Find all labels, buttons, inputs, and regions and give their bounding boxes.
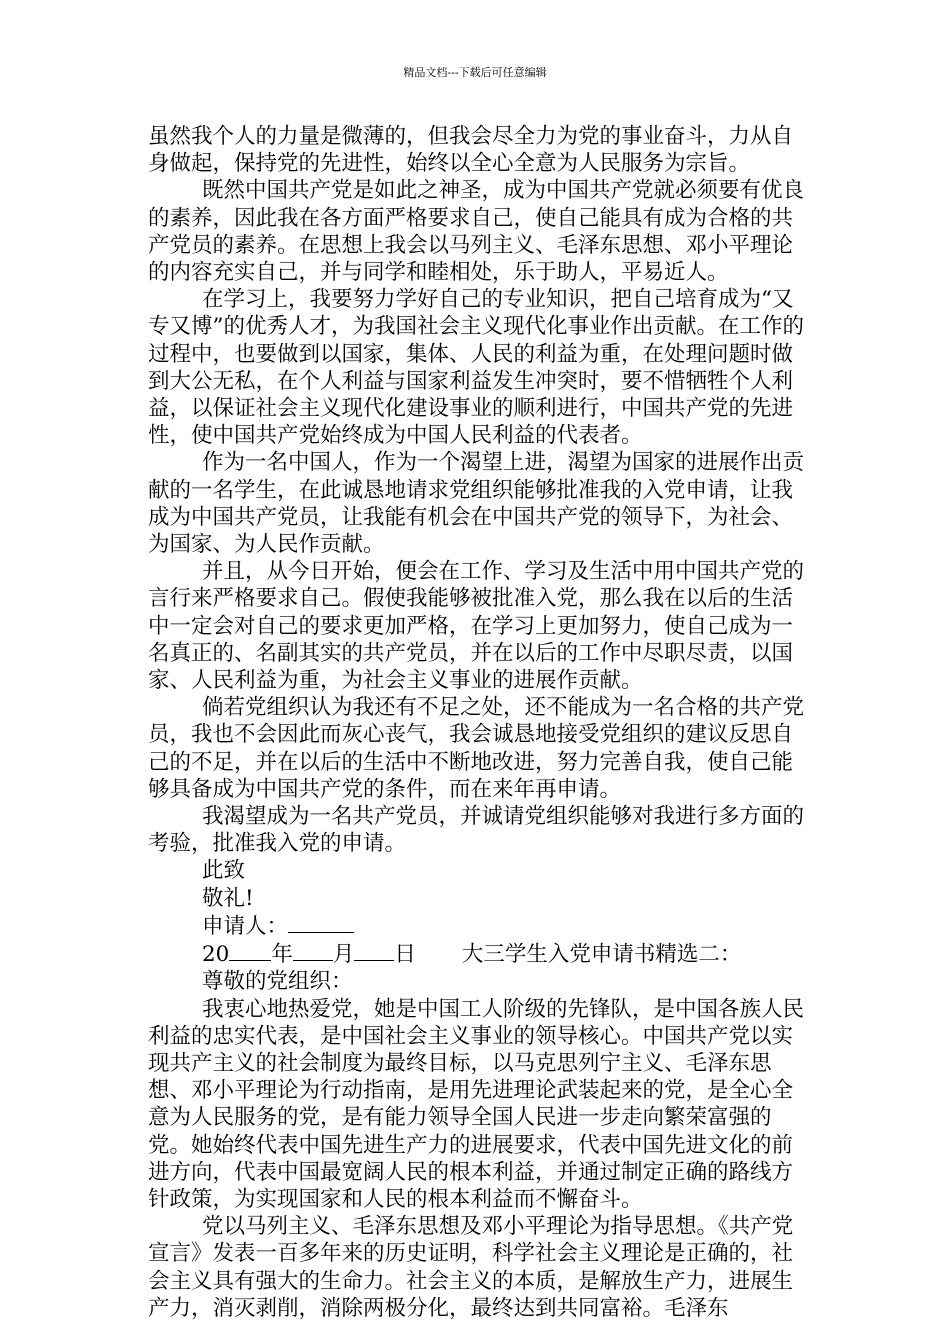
closing-respect: 敬礼! <box>202 885 254 911</box>
paragraph-7: 我渴望成为一名共产党员，并诚请党组织能够对我进行多方面的考验，批准我入党的申请。 <box>148 804 805 857</box>
document-body <box>148 123 808 1322</box>
paragraph-5: 并且，从今日开始，便会在工作、学习及生活中用中国共产党的言行来严格要求自己。假使我能够被批准入党，那么我在以后的生活中一定会对自己的要求更加严格，在学习上更加努力，使自己成为一名真正的、名副其实的共产党员，并在以后的工作中尽职尽责，以国家、人民利益为重，为社会主义事业的进展作贡献。 <box>148 559 805 694</box>
paragraph-9: 党以马列主义、毛泽东思想及邓小平理论为指导思想。《共产党宣言》发表一百多年来的历史证明，科学社会主义理论是正确的，社会主义具有强大的生命力。社会主义的本质，是解放生产力，进展生产力，消灭剥削，消除两极分化，最终达到共同富裕。毛泽东 <box>148 1214 794 1321</box>
page-header: 精品文档---下载后可任意编辑 <box>403 66 547 79</box>
next-section-title: 大三学生入党申请书精选二： <box>461 942 742 968</box>
paragraph-1: 虽然我个人的力量是微薄的，但我会尽全力为党的事业奋斗，力从自身做起，保持党的先进性，始终以全心全意为人民服务为宗旨。 <box>148 124 794 177</box>
applicant-label: 申请人： <box>202 913 289 939</box>
applicant-name-blank <box>288 912 354 933</box>
year-blank <box>229 940 271 961</box>
paragraph-3: 在学习上，我要努力学好自己的专业知识，把自己培育成为“又专又博”的优秀人才，为我国社会主义现代化事业作出贡献。在工作的过程中，也要做到以国家，集体、人民的利益为重，在处理问题时做到大公无私，在个人利益与国家利益发生冲突时，要不惜牺牲个人利益，以保证社会主义现代化建设事业的顺利进行，中国共产党的先进性，使中国共产党始终成为中国人民利益的代表者。 <box>148 287 804 449</box>
day-label: 日 <box>394 942 416 968</box>
day-blank <box>354 940 394 961</box>
paragraph-4: 作为一名中国人，作为一个渴望上进，渴望为国家的进展作出贡献的一名学生，在此诚恳地请求党组织能够批准我的入党申请，让我成为中国共产党员，让我能有机会在中国共产党的领导下，为社会、为国家、为人民作贡献。 <box>148 450 805 558</box>
paragraph-6: 倘若党组织认为我还有不足之处，还不能成为一名合格的共产党员，我也不会因此而灰心丧气，我会诚恳地接受党组织的建议反思自己的不足，并在以后的生活中不断地改进，努力完善自我，使自己能够具备成为中国共产党的条件，而在来年再申请。 <box>148 695 805 802</box>
month-blank <box>293 940 333 961</box>
paragraph-2: 既然中国共产党是如此之神圣，成为中国共产党就必须要有优良的素养，因此我在各方面严格要求自己，使自己能具有成为合格的共产党员的素养。在思想上我会以马列主义、毛泽东思想、邓小平理论的内容充实自己，并与同学和睦相处，乐于助人，平易近人。 <box>148 178 805 286</box>
applicant-line <box>148 912 808 940</box>
greeting: 尊敬的党组织： <box>202 969 353 995</box>
year-label: 年 <box>271 942 293 968</box>
month-label: 月 <box>332 942 355 968</box>
date-line <box>148 940 808 968</box>
paragraph-8: 我衷心地热爱党，她是中国工人阶级的先锋队，是中国各族人民利益的忠实代表，是中国社会主义事业的领导核心。中国共产党以实现共产主义的社会制度为最终目标，以马克思列宁主义、毛泽东思想、邓小平理论为行动指南，是用先进理论武装起来的党，是全心全意为人民服务的党，是有能力领导全国人民进一步走向繁荣富强的党。她始终代表中国先进生产力的进展要求，代表中国先进文化的前进方向，代表中国最宽阔人民的根本利益，并通过制定正确的路线方针政策，为实现国家和人民的根本利益而不懈奋斗。 <box>148 996 805 1212</box>
closing-salute: 此致 <box>202 858 246 884</box>
date-prefix: 20 <box>202 942 230 968</box>
